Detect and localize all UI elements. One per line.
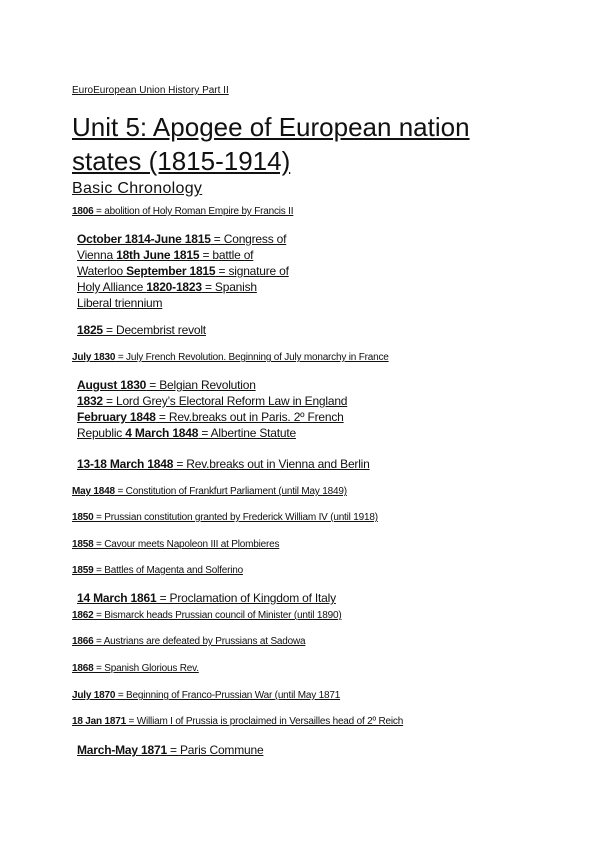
- entry-text: = Bismarck heads Prussian council of Minister (until 1890): [93, 610, 342, 621]
- entry-text: = abolition of Holy Roman Empire by Francis II: [93, 206, 294, 217]
- entry-date: 1858: [72, 539, 94, 550]
- entry-text: = signature of: [215, 264, 289, 278]
- block-line: [77, 409, 347, 425]
- entry-text: = Cavour meets Napoleon III at Plombieres: [93, 539, 280, 550]
- entry-text: = Albertine Statute: [198, 426, 296, 440]
- chronology-entry: [72, 690, 340, 701]
- chronology-entry: [72, 512, 378, 523]
- chronology-entry: [72, 636, 305, 647]
- block-line: [77, 377, 347, 393]
- entry-text: = Lord Grey’s Electoral Reform Law in England: [102, 394, 348, 408]
- entry-date: July 1830: [72, 352, 116, 363]
- entry-text: = Paris Commune: [166, 743, 264, 757]
- entry-date: 14 March 1861: [77, 591, 157, 605]
- chronology-entry: [77, 591, 336, 605]
- entry-text: = William I of Prussia is proclaimed in Versailles head of 2º Reich: [125, 716, 404, 727]
- entry-date: July 1870: [72, 690, 116, 701]
- entry-text: Liberal triennium: [77, 296, 163, 310]
- block-line: [77, 425, 347, 441]
- chronology-entry: [72, 610, 342, 621]
- entry-date: February 1848: [77, 410, 156, 424]
- entry-text: = Rev.breaks out in Vienna and Berlin: [173, 457, 370, 471]
- entry-text: = July French Revolution. Beginning of July monarchy in France: [115, 352, 389, 363]
- section-heading: Basic Chronology: [72, 180, 203, 197]
- entry-date: 18th June 1815: [116, 248, 200, 262]
- block-line: [77, 279, 289, 295]
- document-kicker: EuroEuropean Union History Part II: [72, 85, 229, 96]
- entry-text: = Proclamation of Kingdom of Italy: [156, 591, 336, 605]
- entry-text: = Austrians are defeated by Prussians at Sadowa: [93, 636, 306, 647]
- entry-date: 1868: [72, 663, 94, 674]
- entry-date: 4 March 1848: [125, 426, 199, 440]
- entry-date: 1859: [72, 565, 94, 576]
- block-line: [77, 295, 289, 311]
- entry-text: Republic: [77, 426, 126, 440]
- entry-date: 1806: [72, 206, 94, 217]
- entry-text: = Prussian constitution granted by Frederick William IV (until 1918): [93, 512, 378, 523]
- block-line: [77, 393, 347, 409]
- entry-text: Vienna: [77, 248, 117, 262]
- entry-date: March-May 1871: [77, 743, 167, 757]
- chronology-entry: [72, 206, 293, 217]
- chronology-entry: [72, 539, 279, 550]
- entry-text: Waterloo: [77, 264, 127, 278]
- chronology-entry: [77, 323, 206, 337]
- entry-text: Holy Alliance: [77, 280, 147, 294]
- chronology-entry: [77, 743, 263, 757]
- block-line: [77, 263, 289, 279]
- chronology-block: [77, 231, 289, 311]
- entry-date: 13-18 March 1848: [77, 457, 174, 471]
- chronology-entry: [72, 352, 389, 363]
- entry-text: = Decembrist revolt: [102, 323, 206, 337]
- entry-text: = Spanish Glorious Rev.: [93, 663, 199, 674]
- entry-text: = Belgian Revolution: [146, 378, 256, 392]
- block-line: [77, 231, 289, 247]
- entry-date: October 1814-June 1815: [77, 232, 211, 246]
- entry-text: = Constitution of Frankfurt Parliament (until May 1849): [114, 486, 347, 497]
- entry-date: 1825: [77, 323, 103, 337]
- entry-text: = Rev.breaks out in Paris. 2º French: [155, 410, 344, 424]
- entry-date: May 1848: [72, 486, 115, 497]
- chronology-entry: [72, 716, 403, 727]
- entry-date: August 1830: [77, 378, 147, 392]
- chronology-block: [77, 377, 347, 441]
- entry-text: = Beginning of Franco-Prussian War (until May 1871: [115, 690, 341, 701]
- entry-date: 1866: [72, 636, 94, 647]
- chronology-entry: [72, 663, 199, 674]
- entry-date: 1820-1823: [146, 280, 202, 294]
- chronology-entry: [77, 457, 370, 471]
- chronology-entry: [72, 565, 243, 576]
- entry-date: 1832: [77, 394, 103, 408]
- entry-date: 1850: [72, 512, 94, 523]
- entry-date: 18 Jan 1871: [72, 716, 126, 727]
- block-line: [77, 247, 289, 263]
- entry-text: = Battles of Magenta and Solferino: [93, 565, 243, 576]
- entry-date: September 1815: [126, 264, 216, 278]
- entry-text: = Spanish: [201, 280, 257, 294]
- entry-date: 1862: [72, 610, 94, 621]
- chronology-entry: [72, 486, 347, 497]
- entry-text: = Congress of: [210, 232, 287, 246]
- page-title: Unit 5: Apogee of European nation states (1815-1914): [72, 112, 470, 176]
- entry-text: = battle of: [199, 248, 254, 262]
